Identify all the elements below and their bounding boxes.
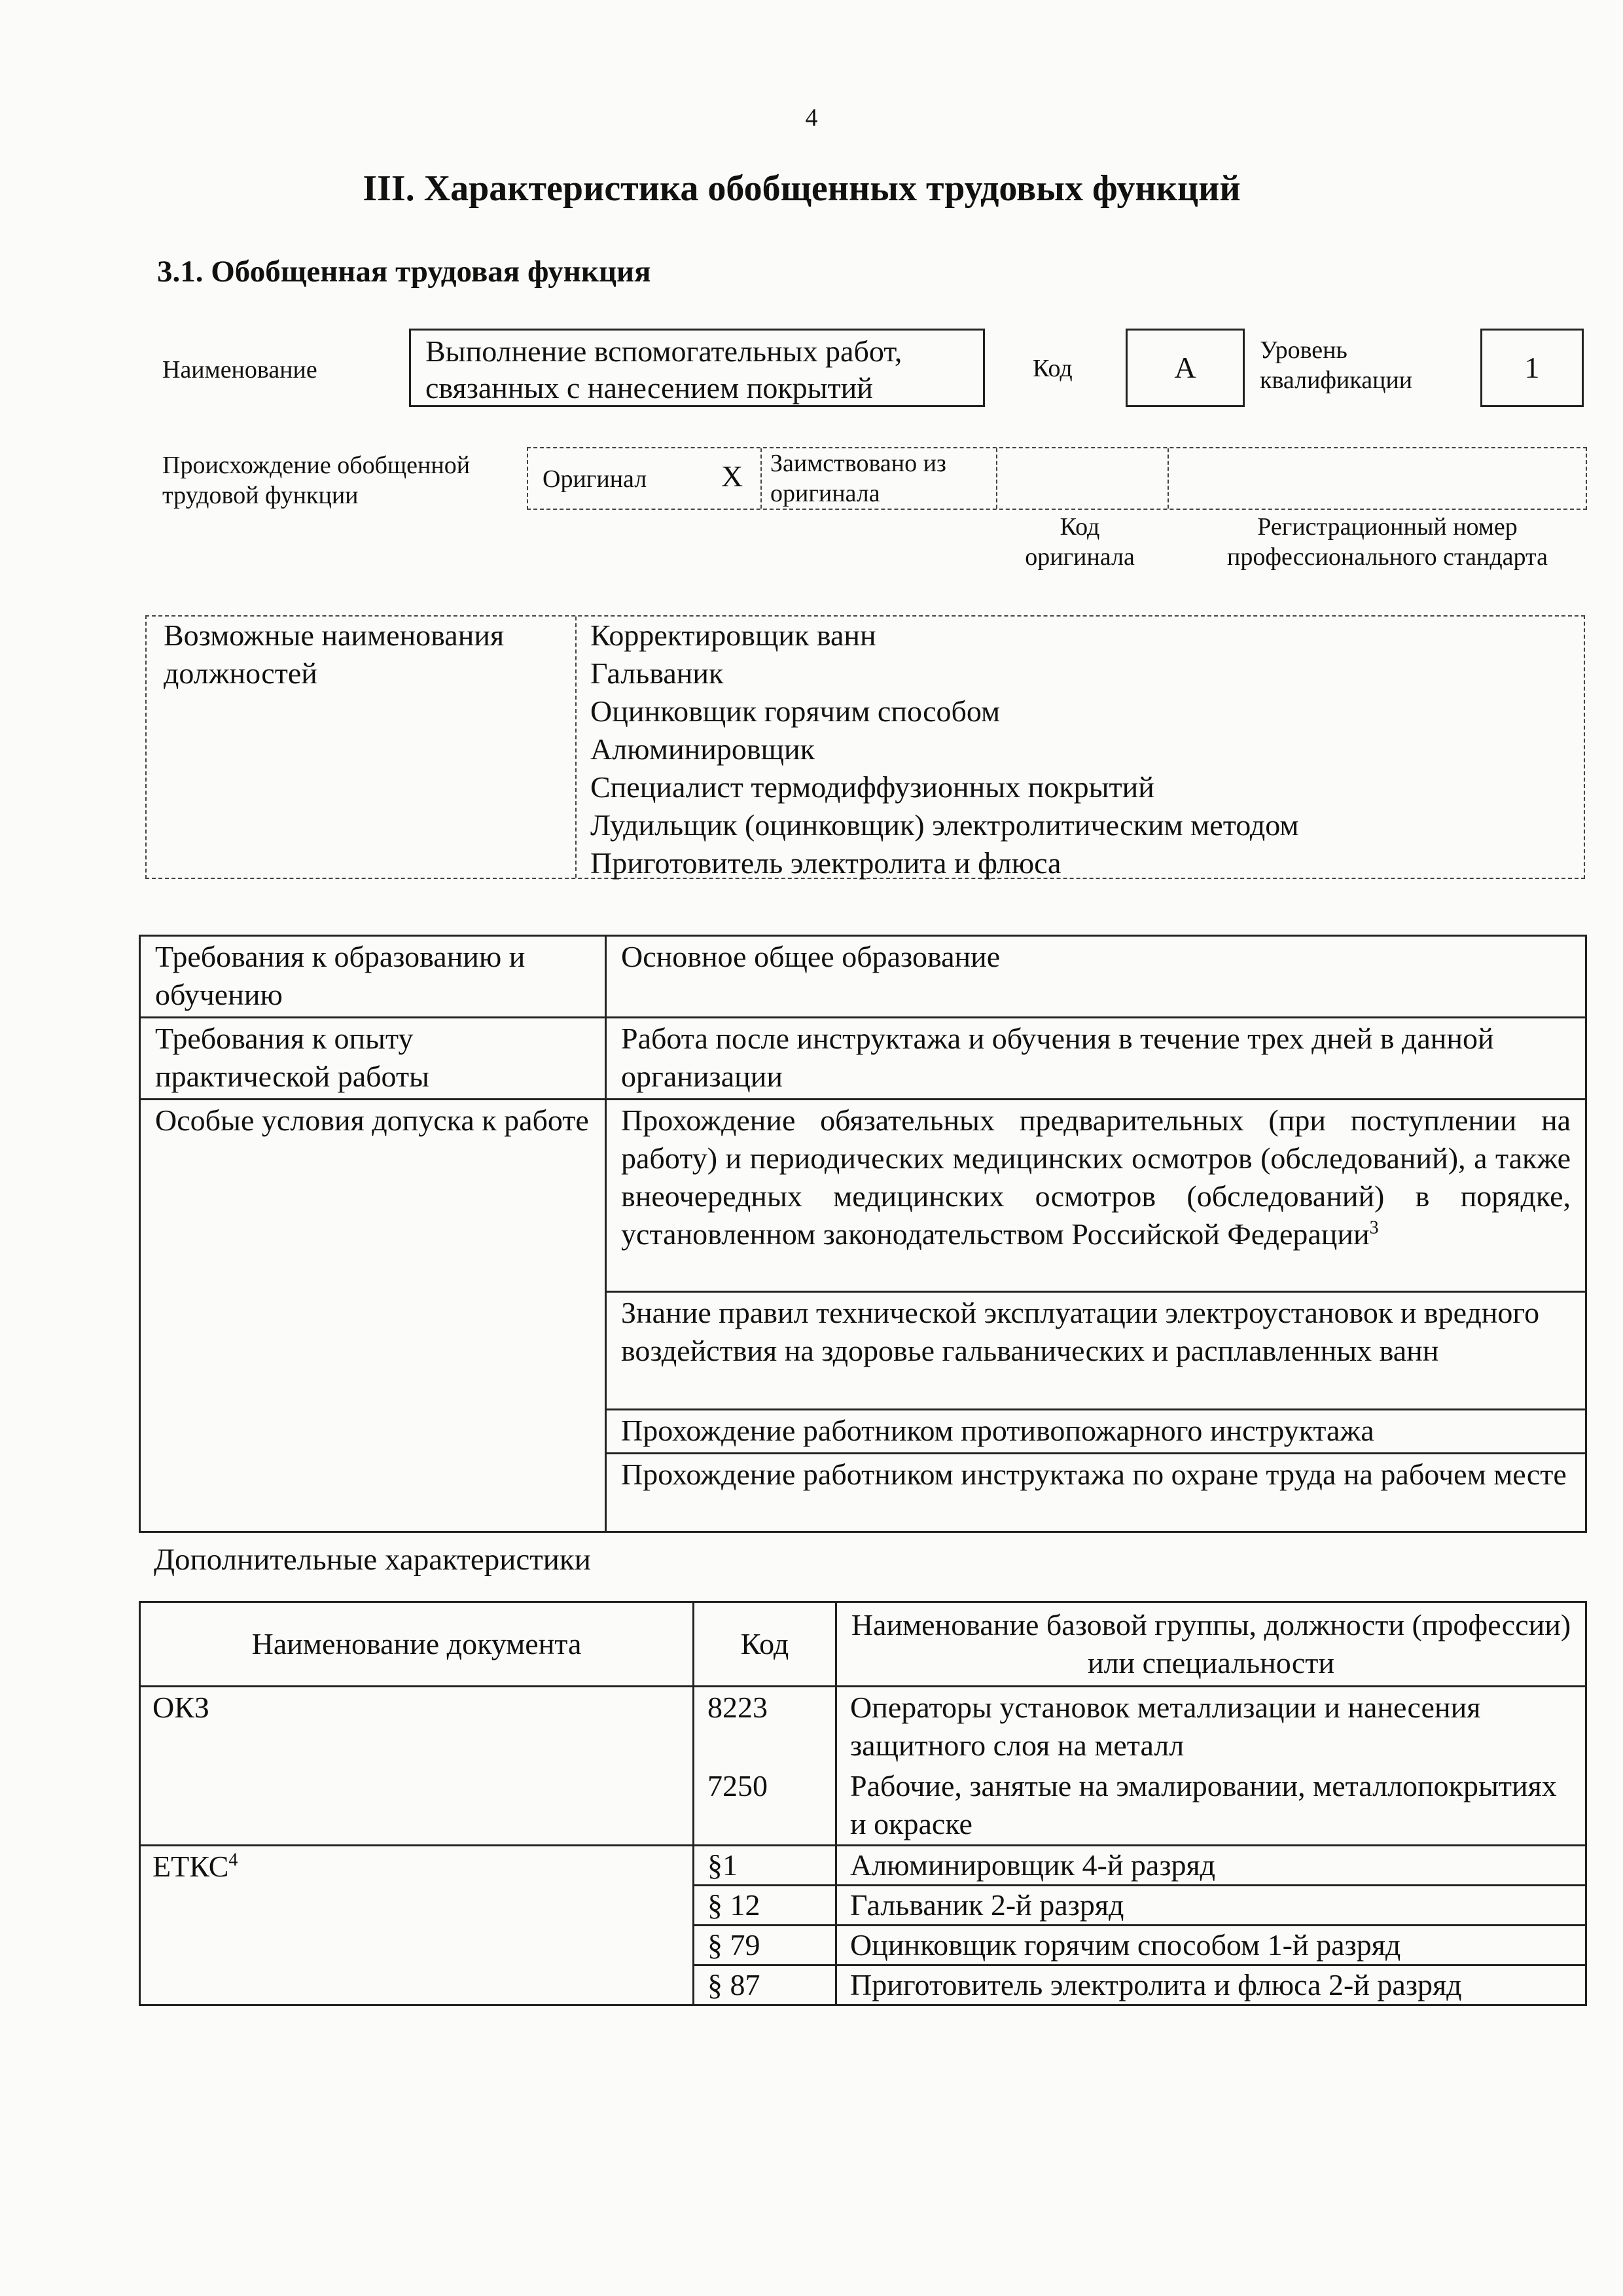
code-box <box>1126 329 1245 407</box>
requirements-table <box>139 935 1587 1533</box>
borrowed-line2: оригинала <box>770 480 880 507</box>
original-mark: Х <box>721 459 743 493</box>
okz-name-1: Операторы установок металлизации и нанесения защитного слоя на металл <box>836 1687 1586 1767</box>
etks-doc <box>140 1846 694 2005</box>
okz-doc: ОКЗ <box>140 1687 694 1846</box>
etks-name-1: Алюминировщик 4-й разряд <box>836 1846 1586 1886</box>
caption-reg-line2: профессионального стандарта <box>1227 543 1548 571</box>
position-item: Корректировщик ванн <box>590 619 876 652</box>
additional-table <box>139 1601 1587 2006</box>
origin-label <box>162 450 470 511</box>
education-value: Основное общее образование <box>606 936 1586 1018</box>
level-box <box>1480 329 1584 407</box>
level-label <box>1260 335 1412 395</box>
level-label-line1: Уровень <box>1260 336 1347 364</box>
etks-name-3: Оцинковщик горячим способом 1-й разряд <box>836 1926 1586 1965</box>
original-cell <box>528 448 762 509</box>
page-number: 4 <box>805 104 818 132</box>
code-value: А <box>1174 351 1196 384</box>
header-group: Наименование базовой группы, должности (профессии) или специальности <box>836 1602 1586 1687</box>
okz-code-1: 8223 <box>694 1687 836 1767</box>
caption-reg-line1: Регистрационный номер <box>1257 513 1518 541</box>
education-label: Требования к образованию и обучению <box>140 936 606 1018</box>
etks-doc-text: ЕТКС <box>152 1850 229 1883</box>
position-item: Оцинковщик горячим способом <box>590 694 1001 728</box>
subsection-title: 3.1. Обобщенная трудовая функция <box>157 255 651 289</box>
borrowed-cell <box>770 448 986 509</box>
positions-label-line1: Возможные наименования <box>164 619 505 652</box>
position-item: Алюминировщик <box>590 732 815 766</box>
caption-code-line2: оригинала <box>1025 543 1135 571</box>
name-label: Наименование <box>162 356 317 384</box>
original-label: Оригинал <box>543 465 647 493</box>
etks-code-3: § 79 <box>694 1926 836 1965</box>
code-label: Код <box>1033 355 1073 382</box>
function-name-line2: связанных с нанесением покрытий <box>425 371 873 404</box>
special-item-1-text: Прохождение обязательных предварительных (при поступлении на работу) и периодических медицинских осмотров (обследований), а также внеочередных медицинских осмотров (обследований) в порядке, установленном законодательством Российской Федерации <box>621 1103 1571 1251</box>
header-code: Код <box>694 1602 836 1687</box>
etks-code-4: § 87 <box>694 1965 836 2005</box>
position-item: Специалист термодиффузионных покрытий <box>590 770 1154 804</box>
function-name-box <box>409 329 985 407</box>
etks-code-1: §1 <box>694 1846 836 1886</box>
footnote-ref-3: 3 <box>1369 1217 1379 1238</box>
origin-row <box>527 447 1587 510</box>
etks-name-4: Приготовитель электролита и флюса 2-й разряд <box>836 1965 1586 2005</box>
caption-reg <box>1185 512 1590 572</box>
special-item-3: Прохождение работником противопожарного инструктажа <box>606 1410 1586 1454</box>
borrowed-line1: Заимствовано из <box>770 450 946 477</box>
special-item-1 <box>606 1100 1586 1292</box>
additional-title: Дополнительные характеристики <box>154 1543 591 1577</box>
special-item-4: Прохождение работником инструктажа по охране труда на рабочем месте <box>606 1454 1586 1532</box>
level-label-line2: квалификации <box>1260 367 1413 394</box>
experience-value: Работа после инструктажа и обучения в течение трех дней в данной организации <box>606 1018 1586 1100</box>
original-code-cell <box>996 448 1169 509</box>
okz-code-2: 7250 <box>694 1766 836 1846</box>
positions-label-line2: должностей <box>164 656 317 690</box>
positions-divider <box>575 617 577 878</box>
positions-table <box>145 615 1585 879</box>
okz-name-2: Рабочие, занятые на эмалировании, металлопокрытиях и окраске <box>836 1766 1586 1846</box>
section-title: III. Характеристика обобщенных трудовых функций <box>363 168 1241 209</box>
special-label: Особые условия допуска к работе <box>140 1100 606 1532</box>
origin-label-line1: Происхождение обобщенной <box>162 452 471 479</box>
etks-name-2: Гальваник 2-й разряд <box>836 1886 1586 1926</box>
caption-code <box>995 512 1165 572</box>
etks-code-2: § 12 <box>694 1886 836 1926</box>
positions-list <box>590 617 1572 882</box>
caption-code-line1: Код <box>1060 513 1100 541</box>
position-item: Лудильщик (оцинковщик) электролитическим методом <box>590 808 1299 842</box>
experience-label: Требования к опыту практической работы <box>140 1018 606 1100</box>
origin-label-line2: трудовой функции <box>162 482 359 509</box>
level-value: 1 <box>1524 351 1540 384</box>
function-name-line1: Выполнение вспомогательных работ, <box>425 334 902 368</box>
header-document: Наименование документа <box>140 1602 694 1687</box>
position-item: Гальваник <box>590 656 724 690</box>
position-item: Приготовитель электролита и флюса <box>590 846 1061 880</box>
footnote-ref-4: 4 <box>228 1850 238 1871</box>
special-item-2: Знание правил технической эксплуатации электроустановок и вредного воздействия на здоровье гальванических и расплавленных ванн <box>606 1292 1586 1410</box>
